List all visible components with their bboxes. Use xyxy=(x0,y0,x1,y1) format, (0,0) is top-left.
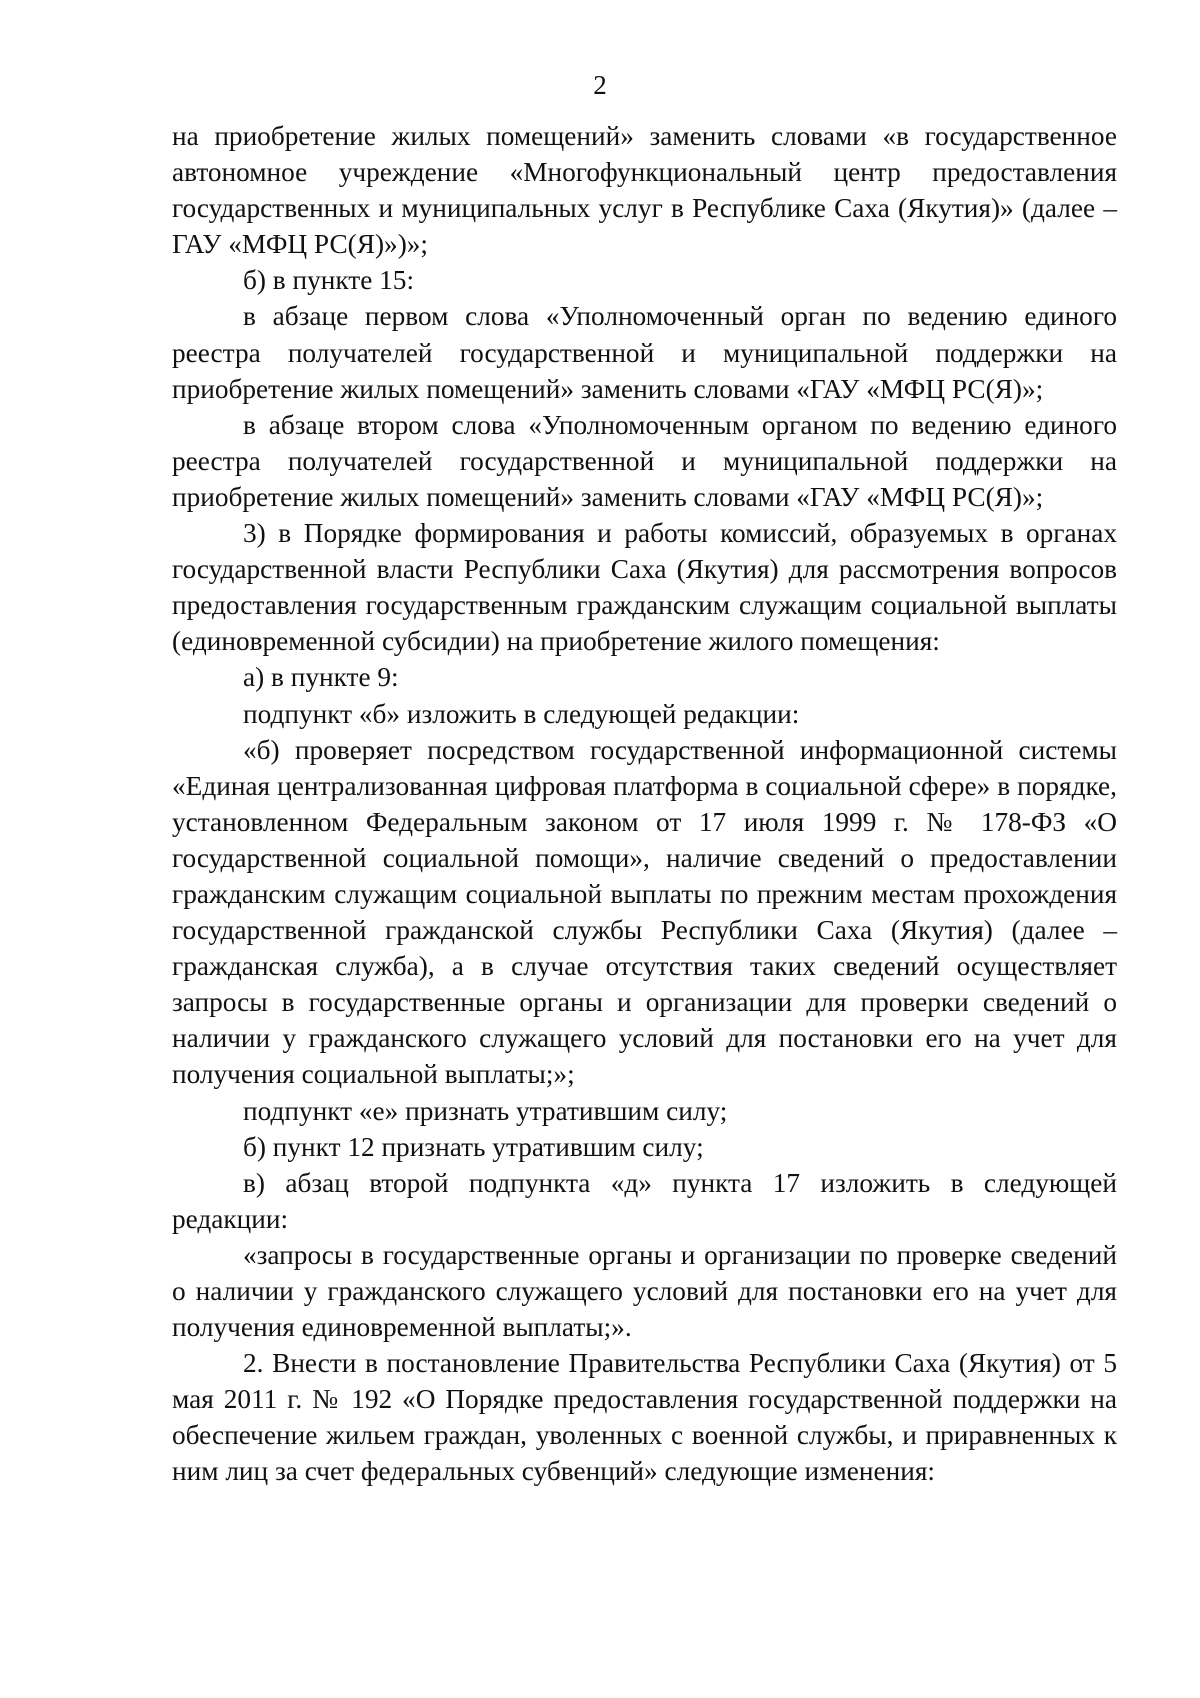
paragraph-5: 3) в Порядке формирования и работы комиссий, образуемых в органах государственной власти Республики Саха (Якутия) для рассмотрения вопросов предоставления государственным гражданским служащим социальной выплаты (единовременной субсидии) на приобретение жилого помещения: xyxy=(172,518,1117,657)
paragraph-2: б) в пункте 15: xyxy=(243,265,415,296)
paragraph-9: подпункт «е» признать утратившим силу; xyxy=(243,1095,728,1126)
paragraph-6: а) в пункте 9: xyxy=(243,662,399,693)
page-number: 2 xyxy=(593,70,607,100)
paragraph-10: б) пункт 12 признать утратившим силу; xyxy=(243,1131,704,1162)
paragraph-12: «запросы в государственные органы и организации по проверке сведений о наличии у гражданского служащего условий для постановки его на учет для получения единовременной выплаты;». xyxy=(172,1239,1117,1343)
paragraph-7: подпункт «б» изложить в следующей редакции: xyxy=(243,698,800,729)
paragraph-4: в абзаце втором слова «Уполномоченным органом по ведению единого реестра получателей государственной и муниципальной поддержки на приобретение жилых помещений» заменить словами «ГАУ «МФЦ РС(Я)»; xyxy=(172,409,1117,512)
paragraph-3: в абзаце первом слова «Уполномоченный орган по ведению единого реестра получателей государственной и муниципальной поддержки на приобретение жилых помещений» заменить словами «ГАУ «МФЦ РС(Я)»; xyxy=(172,301,1117,404)
paragraph-1: на приобретение жилых помещений» заменить словами «в государственное автономное учреждение «Многофункциональный центр предоставления государственных и муниципальных услуг в Республике Саха (Якутия)» (далее – ГАУ «МФЦ РС(Я)»)»; xyxy=(172,121,1117,260)
paragraph-11: в) абзац второй подпункта «д» пункта 17 изложить в следующей редакции: xyxy=(172,1167,1117,1234)
paragraph-8: «б) проверяет посредством государственной информационной системы «Единая централизованная цифровая платформа в социальной сфере» в порядке, установленном Федеральным законом от 17 июля 1999 г. № 178-ФЗ «О государственной социальной помощи», наличие сведений о предоставлении гражданским служащим социальной выплаты по прежним местам прохождения государственной гражданской службы Республики Саха (Якутия) (далее – гражданская служба), а в случае отсутствия таких сведений осуществляет запросы в государственные органы и организации для проверки сведений о наличии у гражданского служащего условий для постановки его на учет для получения социальной выплаты;»; xyxy=(172,734,1117,1090)
document-body xyxy=(172,118,1117,1490)
paragraph-13: 2. Внести в постановление Правительства Республики Саха (Якутия) от 5 мая 2011 г. № 192 «О Порядке предоставления государственной поддержки на обеспечение жильем граждан, уволенных с военной службы, и приравненных к ним лиц за счет федеральных субвенций» следующие изменения: xyxy=(172,1348,1117,1487)
